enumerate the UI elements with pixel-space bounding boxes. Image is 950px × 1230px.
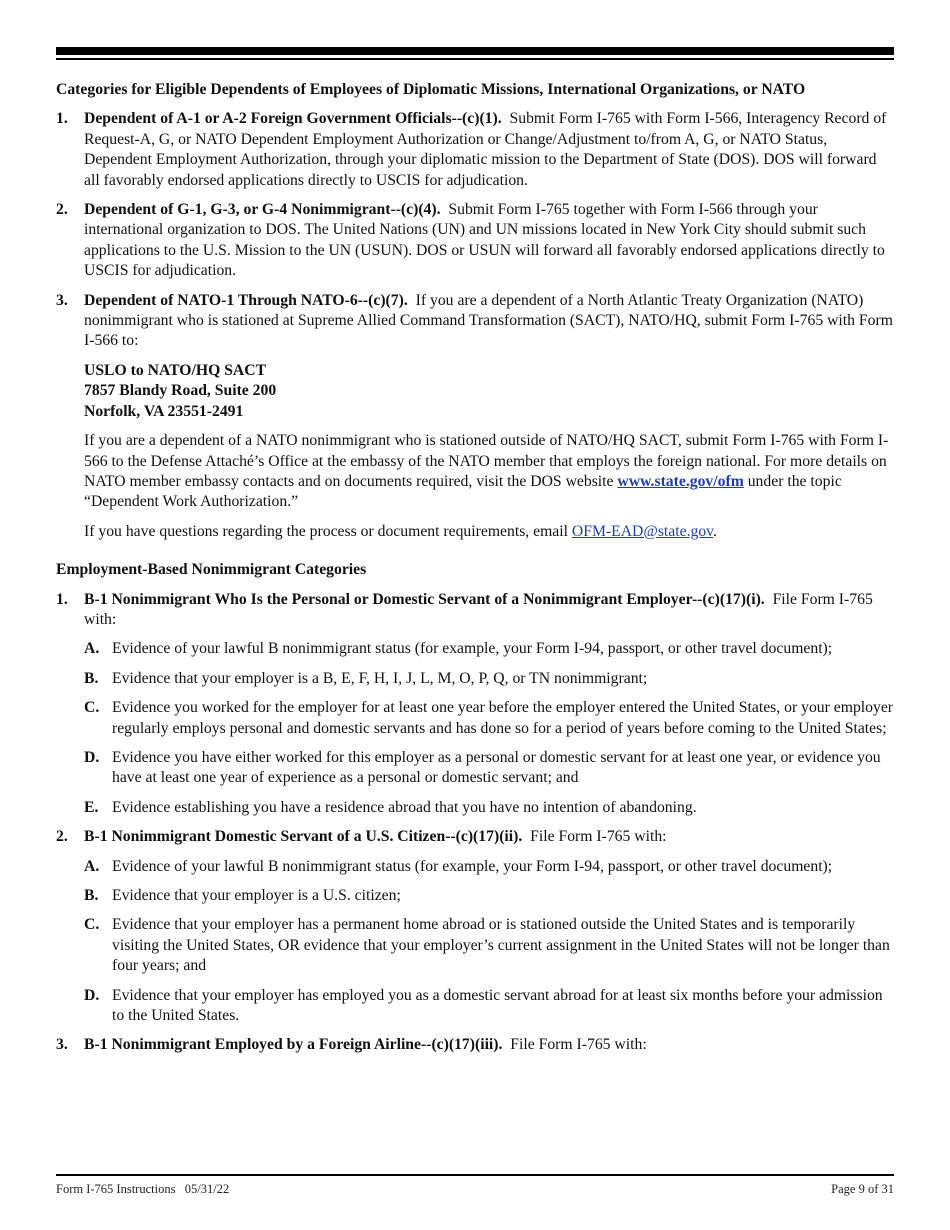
- sub-letter: B.: [84, 669, 99, 687]
- sub-letter: A.: [84, 857, 100, 875]
- sub-item: [84, 915, 894, 976]
- item-heading: B-1 Nonimmigrant Who Is the Personal or Domestic Servant of a Nonimmigrant Employer--(c)(17)(i).: [84, 590, 765, 608]
- item-heading: Dependent of G-1, G-3, or G-4 Nonimmigrant--(c)(4).: [84, 201, 441, 219]
- sub-item: [84, 886, 894, 906]
- mailing-address: [84, 361, 894, 422]
- list-item-dependent-a1-a2: [56, 109, 894, 191]
- list-item-b1-personal-servant: [56, 590, 894, 819]
- list-item-dependent-nato: [56, 291, 894, 542]
- sub-text: Evidence of your lawful B nonimmigrant status (for example, your Form I-94, passport, or other travel document);: [112, 857, 833, 875]
- sub-item: [84, 986, 894, 1027]
- sub-letter: D.: [84, 748, 100, 766]
- sub-item: [84, 669, 894, 689]
- sub-list: [84, 857, 894, 1027]
- item-number: 1.: [56, 590, 68, 608]
- paragraph-text: .: [713, 522, 717, 540]
- sub-text: Evidence of your lawful B nonimmigrant status (for example, your Form I-94, passport, or other travel document);: [112, 640, 833, 658]
- sub-text: Evidence establishing you have a residence abroad that you have no intention of abandoning.: [112, 798, 697, 816]
- paragraph-text: If you have questions regarding the process or document requirements, email: [84, 522, 568, 540]
- sub-text: Evidence that your employer is a U.S. citizen;: [112, 887, 401, 904]
- sub-text: Evidence that your employer is a B, E, F, H, I, J, L, M, O, P, Q, or TN nonimmigrant;: [112, 669, 648, 687]
- item-text: Submit Form I-765 with Form I-566, Interagency Record of Request-A, G, or NATO Dependent Employment Authorization or Change/Adjustment to/from A, G, or NATO Status, Dependent Employment Authorization, through your diplomatic mission to the Department of State (DOS). DOS will forward all favorably endorsed applications directly to USCIS for adjudication.: [84, 110, 887, 189]
- item-text: If you are a dependent of a North Atlantic Treaty Organization (NATO) nonimmigrant who is stationed at Supreme Allied Command Transformation (SACT), NATO/HQ, submit Form I-765 with Form I-566 to:: [84, 291, 893, 350]
- questions-paragraph: [84, 522, 894, 542]
- section-title-employment: Employment-Based Nonimmigrant Categories: [56, 561, 367, 579]
- item-heading: Dependent of A-1 or A-2 Foreign Government Officials--(c)(1).: [84, 110, 502, 128]
- sub-text: Evidence you worked for the employer for at least one year before the employer entered the United States, or your employer regularly employs personal and domestic servants and has done so for a period of years before coming to the United States;: [112, 699, 894, 737]
- item-heading: Dependent of NATO-1 Through NATO-6--(c)(7).: [84, 291, 408, 309]
- form-identifier: Form I-765 Instructions 05/31/22: [56, 1182, 230, 1196]
- item-text: File Form I-765 with:: [530, 828, 667, 846]
- nato-outside-paragraph: [84, 431, 894, 513]
- item-number: 3.: [56, 291, 68, 309]
- sub-text: Evidence that your employer has a permanent home abroad or is stationed outside the United States and is temporarily visiting the United States, OR evidence that your employer’s current assignment in the United States will not be longer than four years; and: [112, 916, 890, 975]
- list-item-dependent-g: [56, 200, 894, 282]
- item-number: 2.: [56, 828, 68, 846]
- ofm-email-link[interactable]: OFM-EAD@state.gov: [571, 522, 714, 540]
- sub-item: [84, 857, 894, 877]
- sub-list: [84, 639, 894, 818]
- item-number: 1.: [56, 110, 68, 128]
- sub-item: [84, 698, 894, 739]
- item-number: 2.: [56, 201, 68, 219]
- address-line-3: Norfolk, VA 23551-2491: [84, 402, 244, 420]
- paragraph-text: under the topic “Dependent Work Authorization.”: [84, 472, 842, 511]
- page-content: [56, 80, 894, 1065]
- list-item-b1-domestic-servant-citizen: [56, 827, 894, 1026]
- item-heading: B-1 Nonimmigrant Employed by a Foreign Airline--(c)(17)(iii).: [84, 1036, 503, 1054]
- sub-letter: B.: [84, 887, 99, 904]
- header-rule-thin: [56, 58, 894, 60]
- page-number: Page 9 of 31: [831, 1182, 894, 1196]
- item-heading: B-1 Nonimmigrant Domestic Servant of a U.S. Citizen--(c)(17)(ii).: [84, 828, 523, 846]
- footer-rule: [56, 1174, 894, 1176]
- sub-text: Evidence you have either worked for this employer as a personal or domestic servant for at least one year, or evidence you have at least one year of experience as a personal or domestic servant; and: [112, 748, 881, 787]
- sub-text: Evidence that your employer has employed you as a domestic servant abroad for at least six months before your admission to the United States.: [112, 986, 883, 1025]
- header-rule-thick: [56, 47, 894, 55]
- document-page: [56, 0, 894, 1230]
- dos-website-link[interactable]: www.state.gov/ofm: [617, 472, 744, 490]
- sub-letter: C.: [84, 916, 100, 934]
- item-text: File Form I-765 with:: [510, 1036, 647, 1054]
- sub-letter: E.: [84, 798, 99, 816]
- address-line-1: USLO to NATO/HQ SACT: [84, 361, 267, 379]
- item-number: 3.: [56, 1036, 68, 1054]
- sub-letter: A.: [84, 640, 100, 658]
- list-item-b1-foreign-airline: [56, 1035, 894, 1055]
- sub-item: [84, 639, 894, 659]
- section-title-dependents: Categories for Eligible Dependents of Employees of Diplomatic Missions, International Organizations, or NATO: [56, 81, 806, 98]
- sub-letter: D.: [84, 986, 100, 1004]
- item-text: Submit Form I-765 together with Form I-566 through your international organization to DOS. The United Nations (UN) and UN missions located in New York City should submit such applications to the U.S. Mission to the UN (USUN). DOS or USUN will forward all favorably endorsed applications directly to USCIS for adjudication.: [84, 201, 885, 280]
- item-text: File Form I-765 with:: [84, 590, 873, 628]
- sub-item: [84, 798, 894, 818]
- sub-letter: C.: [84, 699, 100, 717]
- paragraph-text: If you are a dependent of a NATO nonimmigrant who is stationed outside of NATO/HQ SACT, submit Form I-765 with Form I-566 to the Defense Attaché’s Office at the embassy of the NATO member that employs the foreign national. For more details on NATO member embassy contacts and on documents required, visit the DOS website: [84, 432, 889, 490]
- sub-item: [84, 748, 894, 789]
- address-line-2: 7857 Blandy Road, Suite 200: [84, 382, 277, 400]
